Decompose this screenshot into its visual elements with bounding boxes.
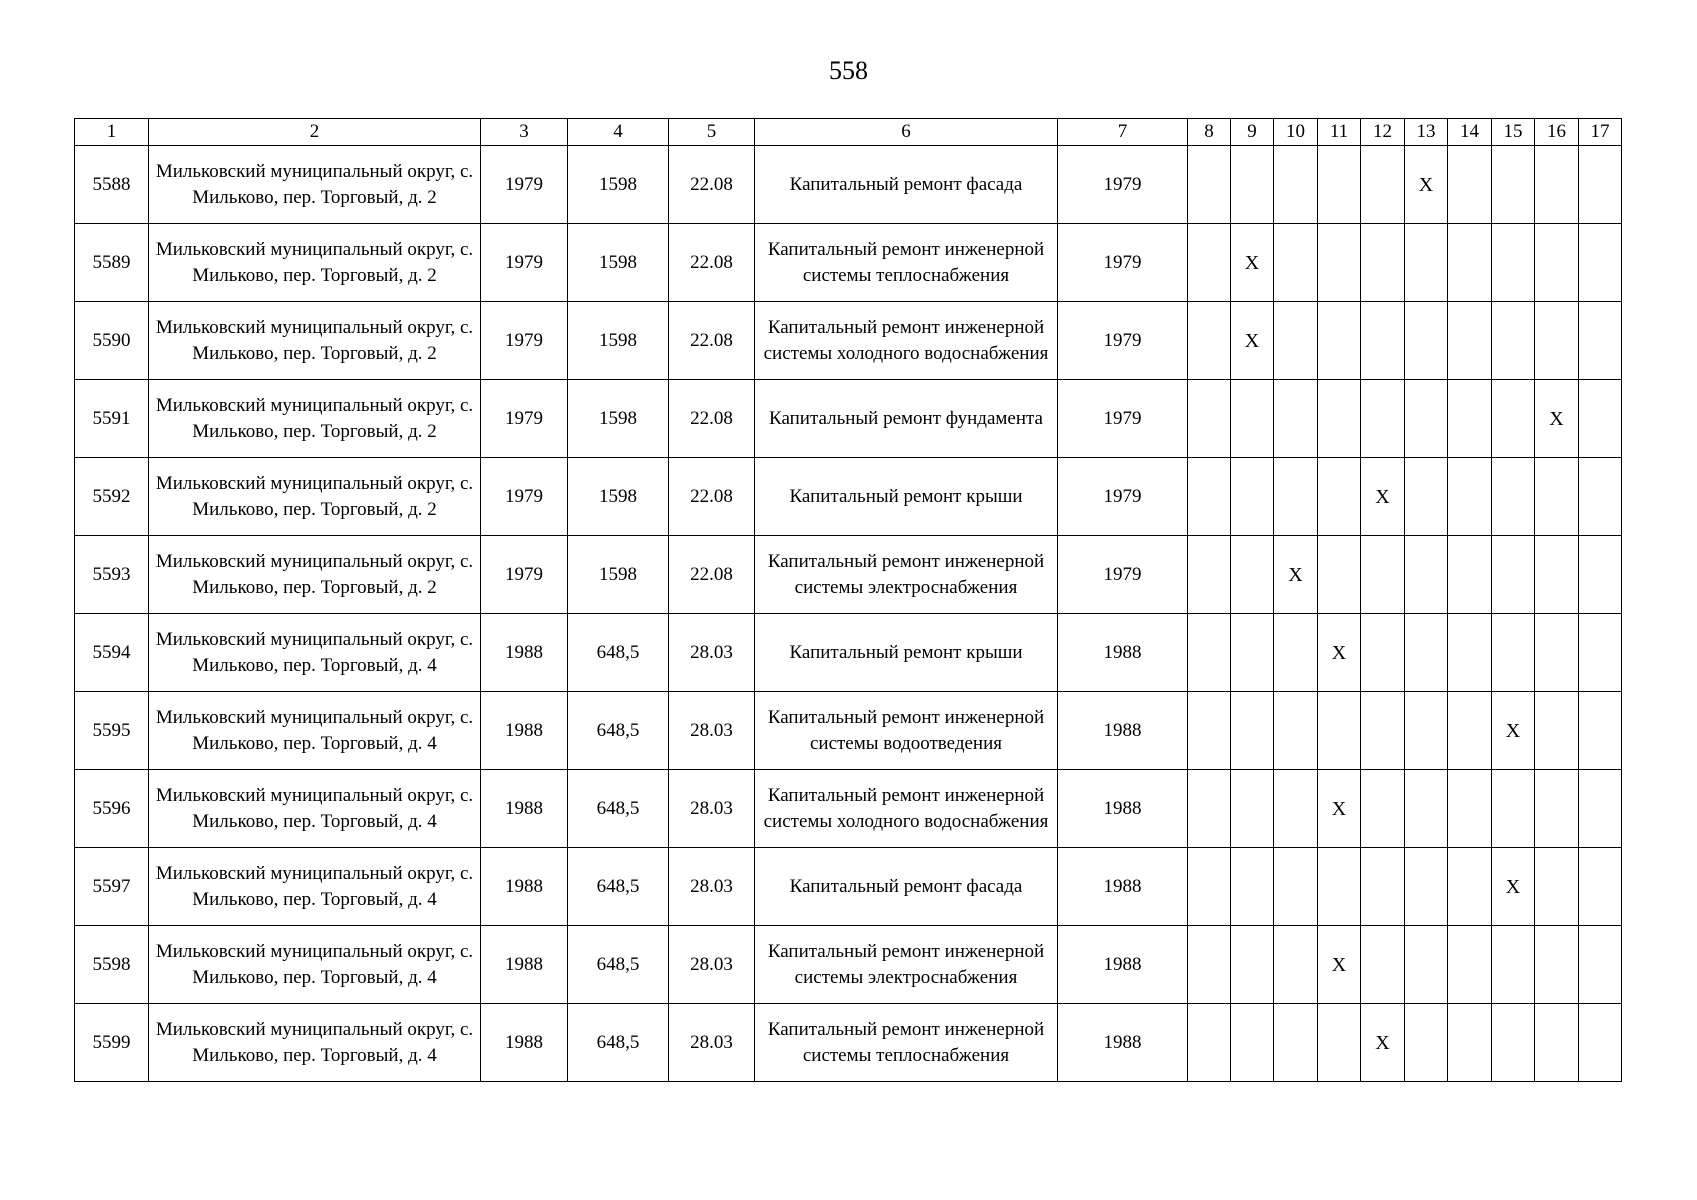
address-cell: Мильковский муниципальный округ, с. Мильково, пер. Торговый, д. 2 (149, 302, 481, 380)
empty-cell (1579, 536, 1622, 614)
empty-cell (1274, 380, 1318, 458)
empty-cell (1274, 770, 1318, 848)
column-header: 8 (1188, 119, 1231, 146)
empty-cell (1448, 458, 1492, 536)
empty-cell (1405, 302, 1448, 380)
empty-cell (1318, 692, 1361, 770)
wear-cell: 28.03 (669, 614, 755, 692)
area-cell: 648,5 (568, 692, 669, 770)
empty-cell (1448, 614, 1492, 692)
table-row (75, 614, 1622, 692)
mark-cell: Х (1231, 224, 1274, 302)
empty-cell (1361, 848, 1405, 926)
empty-cell (1318, 224, 1361, 302)
empty-cell (1231, 614, 1274, 692)
column-header: 15 (1492, 119, 1535, 146)
year-built-cell: 1988 (481, 926, 568, 1004)
empty-cell (1492, 926, 1535, 1004)
empty-cell (1361, 224, 1405, 302)
empty-cell (1448, 1004, 1492, 1082)
work-type-cell: Капитальный ремонт фасада (755, 848, 1058, 926)
row-number-cell: 5592 (75, 458, 149, 536)
empty-cell (1492, 614, 1535, 692)
address-cell: Мильковский муниципальный округ, с. Мильково, пер. Торговый, д. 2 (149, 458, 481, 536)
year-built-cell: 1979 (481, 146, 568, 224)
empty-cell (1274, 1004, 1318, 1082)
table-row (75, 926, 1622, 1004)
empty-cell (1405, 536, 1448, 614)
mark-cell: Х (1231, 302, 1274, 380)
empty-cell (1188, 692, 1231, 770)
table-row (75, 770, 1622, 848)
mark-cell: Х (1318, 926, 1361, 1004)
empty-cell (1188, 536, 1231, 614)
address-cell: Мильковский муниципальный округ, с. Мильково, пер. Торговый, д. 2 (149, 146, 481, 224)
empty-cell (1535, 302, 1579, 380)
table-row (75, 302, 1622, 380)
column-header: 7 (1058, 119, 1188, 146)
year-built-cell: 1979 (481, 458, 568, 536)
table-row (75, 146, 1622, 224)
mark-cell: Х (1492, 848, 1535, 926)
year-built-cell: 1979 (481, 224, 568, 302)
empty-cell (1492, 1004, 1535, 1082)
area-cell: 648,5 (568, 614, 669, 692)
empty-cell (1231, 1004, 1274, 1082)
wear-cell: 28.03 (669, 848, 755, 926)
empty-cell (1405, 224, 1448, 302)
area-cell: 1598 (568, 536, 669, 614)
empty-cell (1492, 380, 1535, 458)
address-cell: Мильковский муниципальный округ, с. Мильково, пер. Торговый, д. 4 (149, 692, 481, 770)
empty-cell (1318, 458, 1361, 536)
year-cell: 1988 (1058, 614, 1188, 692)
column-header: 12 (1361, 119, 1405, 146)
empty-cell (1535, 458, 1579, 536)
empty-cell (1361, 926, 1405, 1004)
empty-cell (1492, 146, 1535, 224)
table-row (75, 224, 1622, 302)
empty-cell (1188, 224, 1231, 302)
empty-cell (1188, 146, 1231, 224)
wear-cell: 22.08 (669, 458, 755, 536)
empty-cell (1448, 692, 1492, 770)
page-number: 558 (829, 56, 868, 85)
address-cell: Мильковский муниципальный округ, с. Мильково, пер. Торговый, д. 2 (149, 380, 481, 458)
empty-cell (1274, 926, 1318, 1004)
empty-cell (1231, 380, 1274, 458)
empty-cell (1361, 536, 1405, 614)
mark-cell: Х (1492, 692, 1535, 770)
wear-cell: 22.08 (669, 146, 755, 224)
empty-cell (1318, 536, 1361, 614)
row-number-cell: 5589 (75, 224, 149, 302)
area-cell: 1598 (568, 458, 669, 536)
year-built-cell: 1979 (481, 380, 568, 458)
row-number-cell: 5599 (75, 1004, 149, 1082)
empty-cell (1579, 380, 1622, 458)
empty-cell (1405, 926, 1448, 1004)
mark-cell: Х (1318, 770, 1361, 848)
empty-cell (1361, 146, 1405, 224)
wear-cell: 28.03 (669, 692, 755, 770)
empty-cell (1231, 536, 1274, 614)
row-number-cell: 5591 (75, 380, 149, 458)
empty-cell (1274, 224, 1318, 302)
area-cell: 648,5 (568, 926, 669, 1004)
empty-cell (1535, 770, 1579, 848)
year-built-cell: 1988 (481, 848, 568, 926)
address-cell: Мильковский муниципальный округ, с. Мильково, пер. Торговый, д. 2 (149, 536, 481, 614)
empty-cell (1579, 770, 1622, 848)
mark-cell: Х (1318, 614, 1361, 692)
empty-cell (1579, 614, 1622, 692)
empty-cell (1405, 770, 1448, 848)
empty-cell (1579, 1004, 1622, 1082)
empty-cell (1188, 848, 1231, 926)
address-cell: Мильковский муниципальный округ, с. Мильково, пер. Торговый, д. 4 (149, 770, 481, 848)
empty-cell (1274, 458, 1318, 536)
empty-cell (1274, 302, 1318, 380)
mark-cell: Х (1405, 146, 1448, 224)
mark-cell: Х (1535, 380, 1579, 458)
wear-cell: 28.03 (669, 926, 755, 1004)
wear-cell: 22.08 (669, 302, 755, 380)
area-cell: 1598 (568, 380, 669, 458)
year-cell: 1988 (1058, 848, 1188, 926)
empty-cell (1535, 614, 1579, 692)
year-built-cell: 1979 (481, 302, 568, 380)
year-cell: 1988 (1058, 1004, 1188, 1082)
year-built-cell: 1979 (481, 536, 568, 614)
work-type-cell: Капитальный ремонт инженерной системы водоотведения (755, 692, 1058, 770)
year-built-cell: 1988 (481, 614, 568, 692)
empty-cell (1448, 770, 1492, 848)
column-header: 16 (1535, 119, 1579, 146)
year-cell: 1979 (1058, 380, 1188, 458)
empty-cell (1274, 614, 1318, 692)
empty-cell (1579, 848, 1622, 926)
table-row (75, 458, 1622, 536)
empty-cell (1405, 692, 1448, 770)
table-row (75, 380, 1622, 458)
empty-cell (1535, 848, 1579, 926)
table-body (75, 146, 1622, 1082)
empty-cell (1274, 146, 1318, 224)
empty-cell (1448, 146, 1492, 224)
empty-cell (1361, 614, 1405, 692)
empty-cell (1231, 146, 1274, 224)
table-row (75, 848, 1622, 926)
address-cell: Мильковский муниципальный округ, с. Мильково, пер. Торговый, д. 2 (149, 224, 481, 302)
work-type-cell: Капитальный ремонт крыши (755, 614, 1058, 692)
column-header: 13 (1405, 119, 1448, 146)
column-header: 11 (1318, 119, 1361, 146)
empty-cell (1535, 224, 1579, 302)
year-built-cell: 1988 (481, 1004, 568, 1082)
column-header: 3 (481, 119, 568, 146)
work-type-cell: Капитальный ремонт инженерной системы электроснабжения (755, 926, 1058, 1004)
address-cell: Мильковский муниципальный округ, с. Мильково, пер. Торговый, д. 4 (149, 848, 481, 926)
row-number-cell: 5596 (75, 770, 149, 848)
year-cell: 1988 (1058, 926, 1188, 1004)
work-type-cell: Капитальный ремонт фундамента (755, 380, 1058, 458)
empty-cell (1448, 848, 1492, 926)
row-number-cell: 5590 (75, 302, 149, 380)
row-number-cell: 5594 (75, 614, 149, 692)
row-number-cell: 5595 (75, 692, 149, 770)
column-header: 1 (75, 119, 149, 146)
table-row (75, 692, 1622, 770)
work-type-cell: Капитальный ремонт инженерной системы теплоснабжения (755, 1004, 1058, 1082)
empty-cell (1448, 380, 1492, 458)
row-number-cell: 5598 (75, 926, 149, 1004)
year-cell: 1979 (1058, 536, 1188, 614)
column-header: 6 (755, 119, 1058, 146)
work-type-cell: Капитальный ремонт инженерной системы холодного водоснабжения (755, 770, 1058, 848)
empty-cell (1579, 302, 1622, 380)
empty-cell (1318, 146, 1361, 224)
empty-cell (1535, 926, 1579, 1004)
mark-cell: Х (1361, 458, 1405, 536)
empty-cell (1188, 380, 1231, 458)
year-built-cell: 1988 (481, 770, 568, 848)
capital-repair-table (74, 118, 1622, 1082)
empty-cell (1535, 692, 1579, 770)
area-cell: 648,5 (568, 1004, 669, 1082)
empty-cell (1405, 380, 1448, 458)
empty-cell (1492, 224, 1535, 302)
column-header: 10 (1274, 119, 1318, 146)
area-cell: 1598 (568, 224, 669, 302)
area-cell: 1598 (568, 302, 669, 380)
empty-cell (1318, 848, 1361, 926)
empty-cell (1231, 692, 1274, 770)
column-header: 17 (1579, 119, 1622, 146)
column-header: 5 (669, 119, 755, 146)
empty-cell (1579, 458, 1622, 536)
empty-cell (1361, 302, 1405, 380)
empty-cell (1361, 770, 1405, 848)
work-type-cell: Капитальный ремонт инженерной системы холодного водоснабжения (755, 302, 1058, 380)
empty-cell (1405, 614, 1448, 692)
empty-cell (1405, 1004, 1448, 1082)
year-cell: 1979 (1058, 224, 1188, 302)
empty-cell (1361, 692, 1405, 770)
year-cell: 1988 (1058, 770, 1188, 848)
empty-cell (1188, 614, 1231, 692)
row-number-cell: 5588 (75, 146, 149, 224)
empty-cell (1579, 926, 1622, 1004)
empty-cell (1579, 224, 1622, 302)
empty-cell (1492, 302, 1535, 380)
area-cell: 648,5 (568, 770, 669, 848)
column-header: 14 (1448, 119, 1492, 146)
wear-cell: 28.03 (669, 1004, 755, 1082)
row-number-cell: 5597 (75, 848, 149, 926)
empty-cell (1318, 1004, 1361, 1082)
column-header: 4 (568, 119, 669, 146)
empty-cell (1448, 926, 1492, 1004)
year-cell: 1979 (1058, 302, 1188, 380)
empty-cell (1188, 302, 1231, 380)
empty-cell (1274, 692, 1318, 770)
empty-cell (1188, 770, 1231, 848)
year-cell: 1979 (1058, 146, 1188, 224)
empty-cell (1318, 380, 1361, 458)
empty-cell (1231, 458, 1274, 536)
empty-cell (1188, 458, 1231, 536)
empty-cell (1579, 146, 1622, 224)
address-cell: Мильковский муниципальный округ, с. Мильково, пер. Торговый, д. 4 (149, 614, 481, 692)
column-header: 2 (149, 119, 481, 146)
empty-cell (1361, 380, 1405, 458)
empty-cell (1535, 536, 1579, 614)
empty-cell (1274, 848, 1318, 926)
address-cell: Мильковский муниципальный округ, с. Мильково, пер. Торговый, д. 4 (149, 1004, 481, 1082)
empty-cell (1318, 302, 1361, 380)
empty-cell (1231, 770, 1274, 848)
wear-cell: 22.08 (669, 536, 755, 614)
area-cell: 648,5 (568, 848, 669, 926)
empty-cell (1188, 926, 1231, 1004)
empty-cell (1231, 926, 1274, 1004)
work-type-cell: Капитальный ремонт инженерной системы теплоснабжения (755, 224, 1058, 302)
work-type-cell: Капитальный ремонт фасада (755, 146, 1058, 224)
mark-cell: Х (1361, 1004, 1405, 1082)
year-cell: 1979 (1058, 458, 1188, 536)
address-cell: Мильковский муниципальный округ, с. Мильково, пер. Торговый, д. 4 (149, 926, 481, 1004)
wear-cell: 28.03 (669, 770, 755, 848)
wear-cell: 22.08 (669, 224, 755, 302)
empty-cell (1405, 458, 1448, 536)
header-row (75, 119, 1622, 146)
year-built-cell: 1988 (481, 692, 568, 770)
empty-cell (1188, 1004, 1231, 1082)
year-cell: 1988 (1058, 692, 1188, 770)
empty-cell (1535, 1004, 1579, 1082)
column-header: 9 (1231, 119, 1274, 146)
empty-cell (1492, 458, 1535, 536)
empty-cell (1448, 224, 1492, 302)
mark-cell: Х (1274, 536, 1318, 614)
work-type-cell: Капитальный ремонт крыши (755, 458, 1058, 536)
row-number-cell: 5593 (75, 536, 149, 614)
empty-cell (1405, 848, 1448, 926)
empty-cell (1448, 302, 1492, 380)
wear-cell: 22.08 (669, 380, 755, 458)
table-row (75, 536, 1622, 614)
empty-cell (1448, 536, 1492, 614)
area-cell: 1598 (568, 146, 669, 224)
empty-cell (1492, 536, 1535, 614)
empty-cell (1579, 692, 1622, 770)
empty-cell (1231, 848, 1274, 926)
empty-cell (1535, 146, 1579, 224)
empty-cell (1492, 770, 1535, 848)
table-row (75, 1004, 1622, 1082)
work-type-cell: Капитальный ремонт инженерной системы электроснабжения (755, 536, 1058, 614)
